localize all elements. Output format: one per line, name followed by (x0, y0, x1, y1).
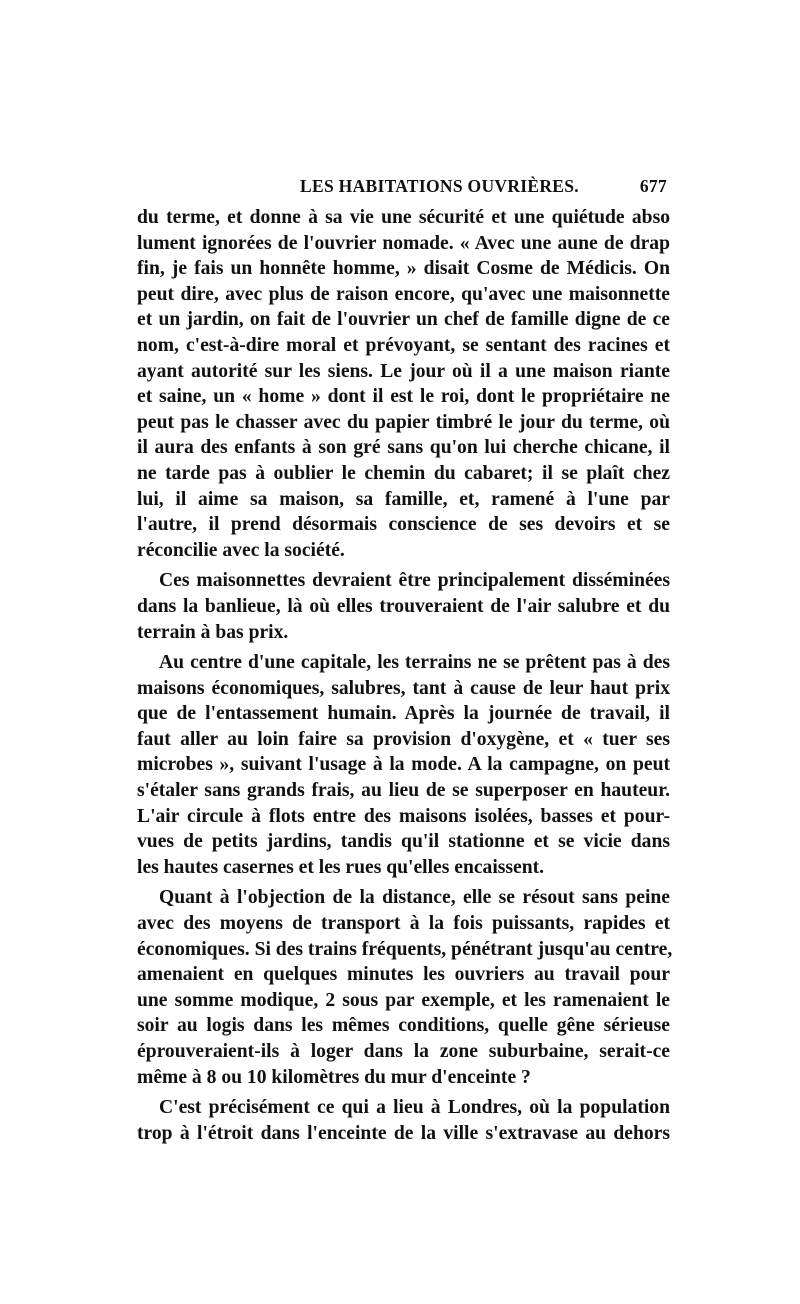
paragraph-4 (137, 885, 673, 1090)
paragraph-2 (137, 568, 670, 645)
text-line: trop à l'étroit dans l'enceinte de la ville s'extravase au dehors (137, 1122, 670, 1144)
body-text (137, 205, 673, 1146)
text-line: éprouveraient-ils à loger dans la zone suburbaine, serait-ce (137, 1041, 670, 1062)
paragraph-3 (137, 650, 670, 880)
text-line: soir au logis dans les mêmes conditions, quelle gêne sérieuse (137, 1015, 670, 1037)
text-line: économiques. Si des trains fréquents, pénétrant jusqu'au centre, (137, 938, 673, 960)
text-line: terrain à bas prix. (137, 621, 289, 643)
text-line: lui, il aime sa maison, sa famille, et, ramené à l'une par (137, 488, 670, 510)
text-line: ne tarde pas à oublier le chemin du cabaret; il se plaît chez (137, 462, 670, 484)
text-line: réconcilie avec la société. (137, 539, 345, 561)
text-line: peut dire, avec plus de raison encore, qu'avec une maisonnette (137, 283, 670, 305)
text-line: l'autre, il prend désormais conscience de ses devoirs et se (137, 514, 670, 536)
text-line: vues de petits jardins, tandis qu'il stationne et se vicie dans (137, 831, 670, 853)
text-line: C'est précisément ce qui a lieu à Londres, où la population (159, 1097, 670, 1119)
text-line: même à 8 ou 10 kilomètres du mur d'enceinte ? (137, 1066, 531, 1088)
text-line: microbes », suivant l'usage à la mode. A la campagne, on peut (137, 754, 670, 776)
text-line: du terme, et donne à sa vie une sécurité et une quiétude abso (137, 207, 670, 228)
text-line: maisons économiques, salubres, tant à cause de leur haut prix (137, 677, 670, 699)
text-line: lument ignorées de l'ouvrier nomade. « Avec une aune de drap (137, 232, 670, 254)
text-line: faut aller au loin faire sa provision d'oxygène, et « tuer ses (137, 728, 670, 750)
text-line: ayant autorité sur les siens. Le jour où il a une maison riante (137, 360, 670, 382)
text-line: une somme modique, 2 sous par exemple, et les ramenaient le (137, 989, 670, 1011)
text-line: s'étaler sans grands frais, au lieu de se superposer en hauteur. (137, 780, 670, 802)
paragraph-5 (137, 1095, 670, 1146)
text-line: L'air circule à flots entre des maisons isolées, basses et pour- (137, 805, 670, 827)
text-line: nom, c'est-à-dire moral et prévoyant, se sentant des racines et (137, 334, 670, 356)
paragraph-1 (137, 205, 670, 563)
text-line: fin, je fais un honnête homme, » disait Cosme de Médicis. On (137, 258, 670, 280)
text-line: Au centre d'une capitale, les terrains ne se prêtent pas à des (159, 652, 670, 674)
text-line: et un jardin, on fait de l'ouvrier un chef de famille digne de ce (137, 309, 670, 331)
text-line: que de l'entassement humain. Après la journée de travail, il (137, 703, 670, 725)
text-line: et saine, un « home » dont il est le roi, dont le propriétaire ne (137, 386, 670, 408)
page-number: 677 (639, 176, 667, 196)
text-line: Quant à l'objection de la distance, elle se résout sans peine (159, 887, 670, 909)
text-line: amenaient en quelques minutes les ouvriers au travail pour (137, 964, 670, 986)
running-title: LES HABITATIONS OUVRIÈRES. (300, 176, 579, 196)
text-line: il aura des enfants à son gré sans qu'on lui cherche chicane, il (137, 437, 670, 459)
text-line: les hautes casernes et les rues qu'elles encaissent. (137, 856, 545, 878)
text-line: dans la banlieue, là où elles trouveraient de l'air salubre et du (137, 595, 670, 617)
text-line: Ces maisonnettes devraient être principalement disséminées (159, 570, 670, 592)
text-line: avec des moyens de transport à la fois puissants, rapides et (137, 913, 670, 935)
text-line: peut pas le chasser avec du papier timbré le jour du terme, où (137, 411, 670, 433)
